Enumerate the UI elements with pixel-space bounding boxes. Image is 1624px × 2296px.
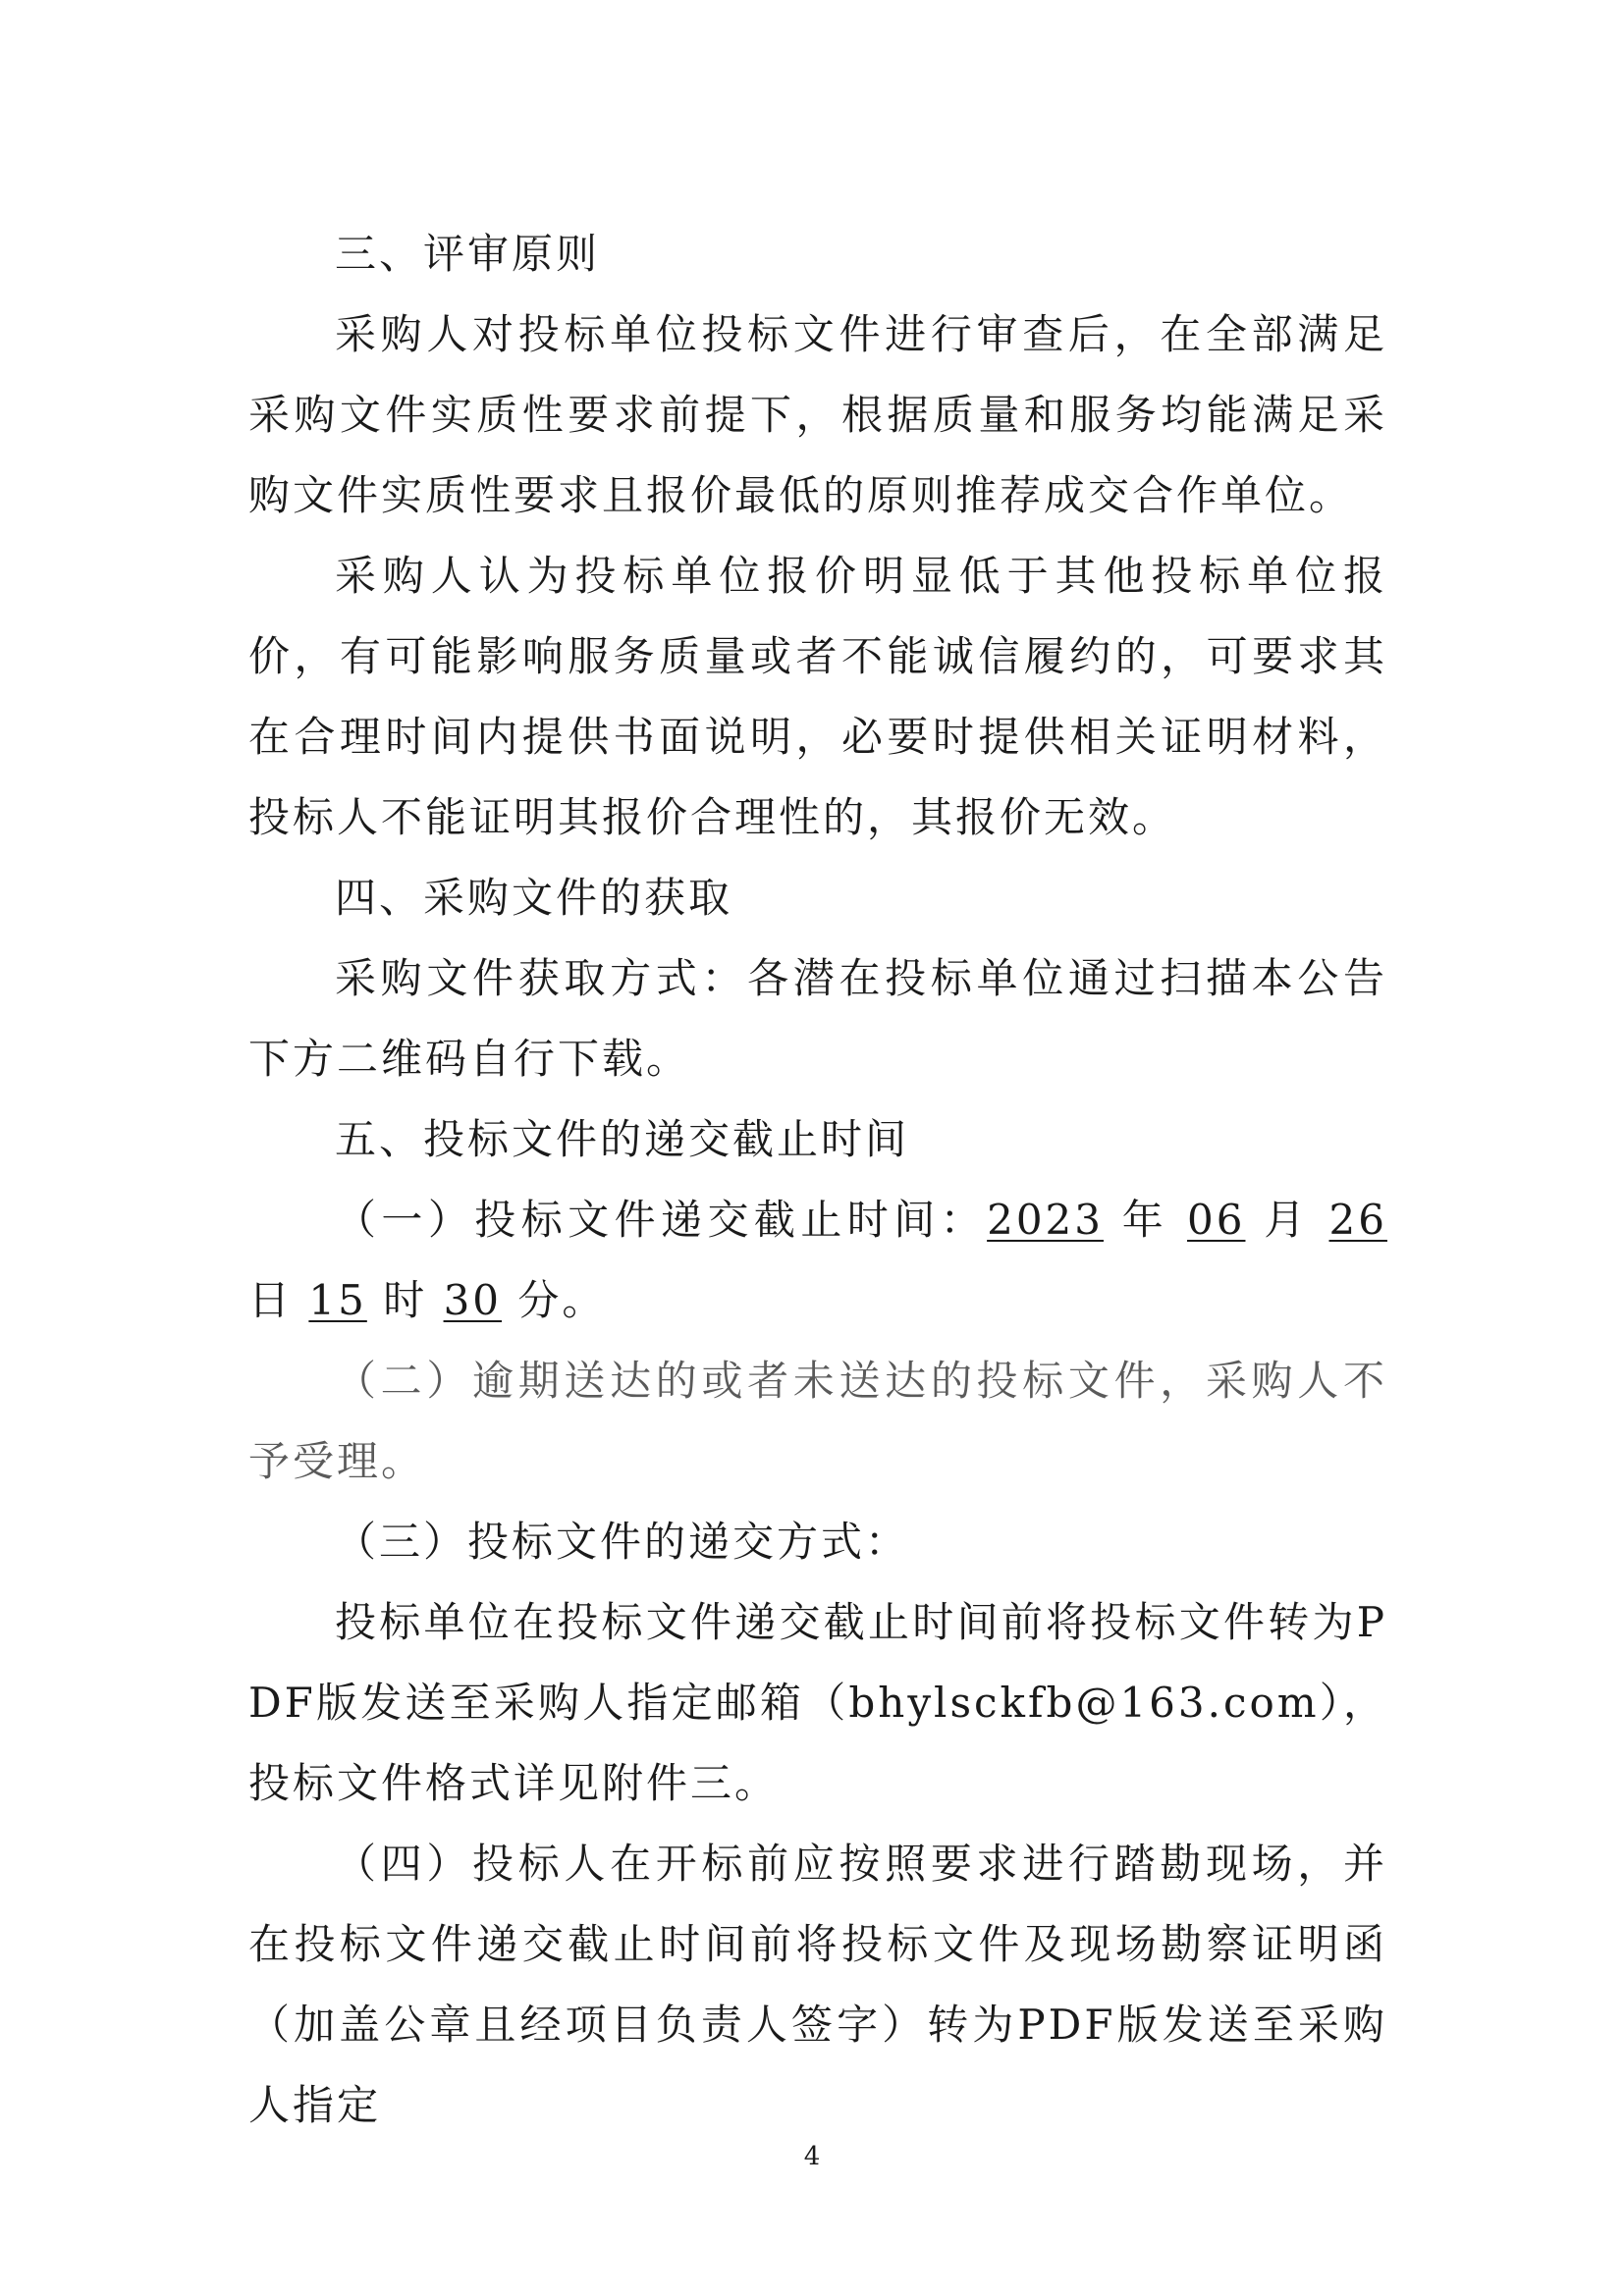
section-5-heading: 五、投标文件的递交截止时间 (335, 1115, 910, 1163)
deadline-prefix: （一）投标文件递交截止时间： (335, 1196, 988, 1244)
submission-method-heading: （三）投标文件的递交方式： (335, 1518, 910, 1566)
submission-method-paragraph: 投标单位在投标文件递交截止时间前将投标文件转为PDF版发送至采购人指定邮箱（bhylsckfb@163.com），投标文件格式详见附件三。 (248, 1598, 1387, 1807)
deadline-minute: 30 (443, 1276, 503, 1324)
deadline-minute-unit: 分。 (517, 1276, 607, 1324)
section-3-paragraph-2: 采购人认为投标单位报价明显低于其他投标单位报价，有可能影响服务质量或者不能诚信履约的，可要求其在合理时间内提供书面说明，必要时提供相关证明材料，投标人不能证明其报价合理性的，其报价无效。 (248, 552, 1387, 841)
deadline-hour: 15 (308, 1276, 367, 1324)
deadline-month-unit: 月 (1264, 1196, 1311, 1244)
deadline-year-unit: 年 (1121, 1196, 1169, 1244)
document-body (248, 214, 1387, 2146)
deadline-hour-unit: 时 (383, 1276, 428, 1324)
deadline-month: 06 (1187, 1196, 1246, 1244)
deadline-day: 26 (1328, 1196, 1387, 1244)
section-3-paragraph-1: 采购人对投标单位投标文件进行审查后，在全部满足采购文件实质性要求前提下，根据质量和服务均能满足采购文件实质性要求且报价最低的原则推荐成交合作单位。 (248, 310, 1387, 519)
deadline-year: 2023 (987, 1196, 1104, 1244)
section-4-heading: 四、采购文件的获取 (335, 874, 733, 922)
site-survey-paragraph: （四）投标人在开标前应按照要求进行踏勘现场，并在投标文件递交截止时间前将投标文件及现场勘察证明函（加盖公章且经项目负责人签字）转为PDF版发送至采购人指定 (248, 1840, 1387, 2129)
section-3-heading: 三、评审原则 (335, 230, 601, 278)
section-4-paragraph-1: 采购文件获取方式：各潜在投标单位通过扫描本公告下方二维码自行下载。 (248, 954, 1387, 1083)
page-number: 4 (803, 2142, 821, 2171)
late-submission-paragraph: （二）逾期送达的或者未送达的投标文件，采购人不予受理。 (248, 1357, 1387, 1485)
deadline-day-unit: 日 (248, 1276, 294, 1324)
deadline-paragraph (248, 1180, 1387, 1341)
